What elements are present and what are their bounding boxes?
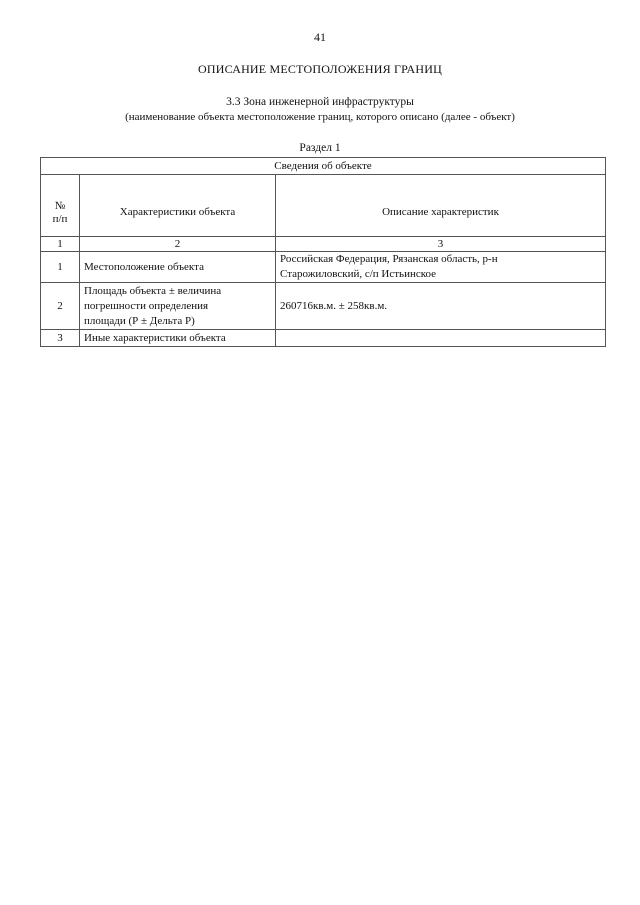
row-number: 3 <box>41 330 80 347</box>
object-info-table <box>40 157 606 347</box>
row-description: 260716кв.м. ± 258кв.м. <box>276 283 606 330</box>
table-row <box>41 283 606 330</box>
row-characteristic: Иные характеристики объекта <box>80 330 276 347</box>
table-row <box>41 252 606 283</box>
column-index: 1 <box>41 237 80 252</box>
table-caption: Сведения об объекте <box>41 158 606 175</box>
row-number: 2 <box>41 283 80 330</box>
description-line: Российская Федерация, Рязанская область, р-н <box>280 253 498 265</box>
characteristic-line: площади (Р ± Дельта Р) <box>84 314 195 327</box>
object-note: (наименование объекта местоположение границ, которого описано (далее - объект) <box>125 111 515 123</box>
characteristic-line: погрешности определения <box>84 299 209 312</box>
row-characteristic <box>80 283 276 330</box>
header-number-symbol: № <box>54 199 66 212</box>
section-label: Раздел 1 <box>299 142 341 154</box>
characteristic-line: Площадь объекта ± величина <box>84 284 222 297</box>
header-characteristics: Характеристики объекта <box>80 175 276 237</box>
column-index-row <box>41 237 606 252</box>
header-description: Описание характеристик <box>276 175 606 237</box>
column-index: 3 <box>276 237 606 252</box>
header-number <box>41 175 80 237</box>
column-index: 2 <box>80 237 276 252</box>
description-line: Старожиловский, с/п Истьинское <box>280 268 437 280</box>
row-description <box>276 252 606 283</box>
document-title: ОПИСАНИЕ МЕСТОПОЛОЖЕНИЯ ГРАНИЦ <box>198 62 442 76</box>
row-number: 1 <box>41 252 80 283</box>
page-number: 41 <box>314 30 326 44</box>
header-number-abbrev: п/п <box>52 212 68 225</box>
row-characteristic: Местоположение объекта <box>80 252 276 283</box>
row-description <box>276 330 606 347</box>
zone-subtitle: 3.3 Зона инженерной инфраструктуры <box>226 96 414 108</box>
table-row <box>41 330 606 347</box>
table-caption-row <box>41 158 606 175</box>
table-header-row <box>41 175 606 237</box>
